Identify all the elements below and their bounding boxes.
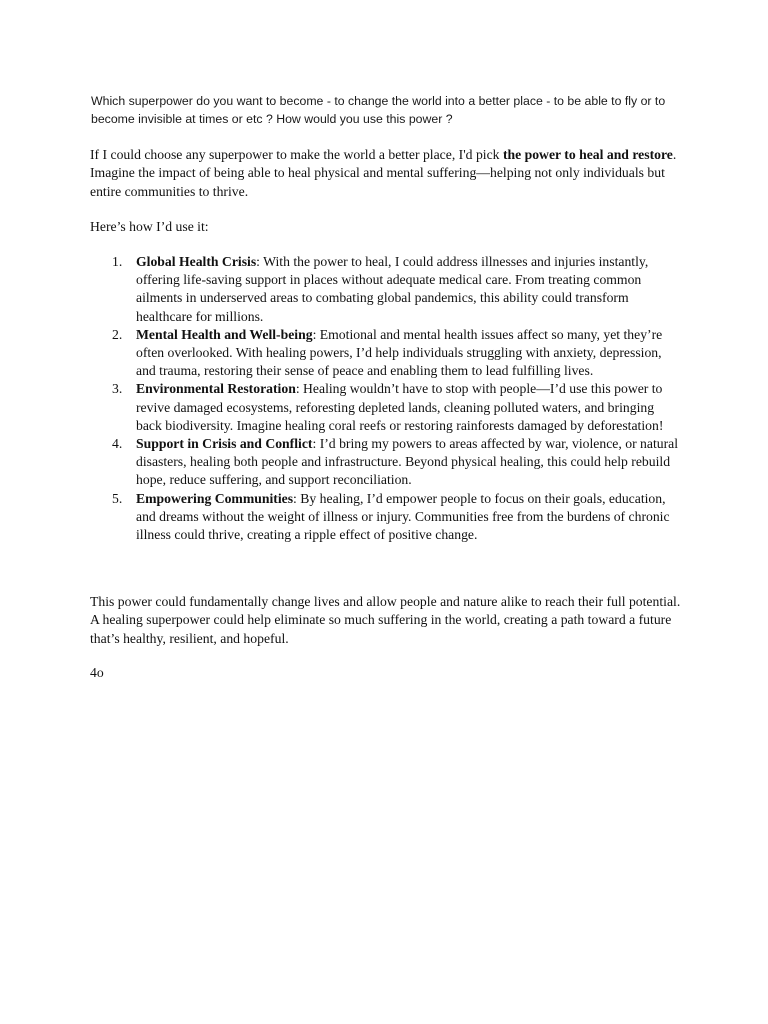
intro-lead: If I could choose any superpower to make the world a better place, I'd pick <box>90 147 503 162</box>
how-to-heading: Here’s how I’d use it: <box>90 219 209 234</box>
list-item <box>90 435 682 490</box>
intro-paragraph <box>90 146 690 201</box>
list-item-term: Support in Crisis and Conflict <box>136 436 313 452</box>
question-text: Which superpower do you want to become - to change the world into a better place - to be able to fly or to become invisible at times or etc ? How would you use this power ? <box>91 94 666 126</box>
list-item-text: : Emotional and mental health issues affect so many, yet they’re often overlooked. With healing powers, I’d help individuals struggling with anxiety, depression, and trauma, restoring their sense of peace and enabling them to lead fulfilling lives. <box>136 326 663 379</box>
intro-rest: . Imagine the impact of being able to heal physical and mental suffering—helping not only individuals but entire communities to thrive. <box>90 147 677 199</box>
list-item-text: : I’d bring my powers to areas affected by war, violence, or natural disasters, healing both people and infrastructure. Beyond physical healing, this could help rebuild hope, reduce suffering, and support reconciliation. <box>136 436 679 488</box>
list-item-term: Mental Health and Well-being <box>136 326 313 342</box>
list-item-term: Empowering Communities <box>136 490 294 506</box>
list-item-term: Environmental Restoration <box>136 381 296 397</box>
list-item-term: Global Health Crisis <box>136 254 257 269</box>
model-tag: 4o <box>90 665 104 680</box>
intro-bold-phrase: the power to heal and restore <box>502 147 673 162</box>
list-item-text: : With the power to heal, I could address illnesses and injuries instantly, offering life-saving support in places without adequate medical care. From treating common ailments in underserved areas to combating global pandemics, this ability could transform healthcare for millions. <box>136 254 649 324</box>
list-item <box>90 490 682 545</box>
list-item <box>90 380 682 435</box>
list-item <box>90 253 682 326</box>
conclusion-paragraph: This power could fundamentally change lives and allow people and nature alike to reach their full potential. A healing superpower could help eliminate so much suffering in the world, creating a path toward a future that’s healthy, resilient, and hopeful. <box>90 594 681 646</box>
list-item-number: 5. <box>112 490 123 506</box>
list-item-text: : Healing wouldn’t have to stop with people—I’d use this power to revive damaged ecosystems, reforesting depleted lands, cleaning polluted waters, and bringing back biodiversity. Imagine healing coral reefs or restoring rainforests damaged by deforestation! <box>136 381 664 433</box>
list-item-number: 1. <box>112 254 123 269</box>
list-item-number: 2. <box>112 326 123 342</box>
list-item-text: : By healing, I’d empower people to focus on their goals, education, and dreams without the weight of illness or injury. Communities free from the burdens of chronic illness could thrive, creating a ripple effect of positive change. <box>136 490 670 543</box>
list-item-number: 3. <box>112 381 123 397</box>
uses-list <box>90 253 682 544</box>
list-item-number: 4. <box>112 436 123 452</box>
list-item <box>90 326 682 381</box>
